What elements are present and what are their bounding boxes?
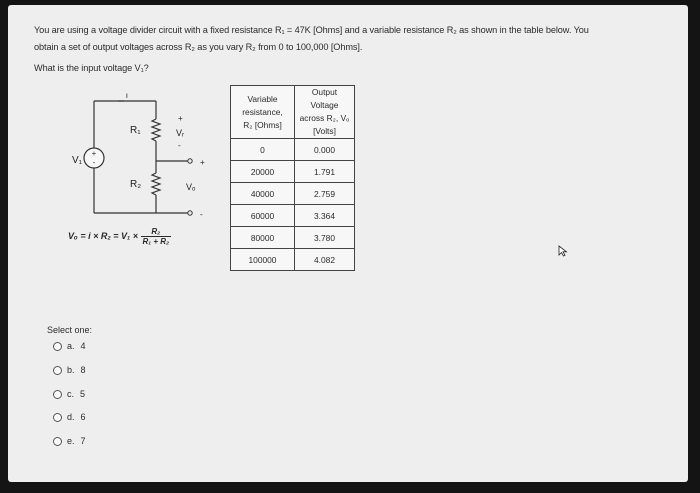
svg-text:i: i (126, 93, 128, 100)
svg-text:+: + (178, 114, 183, 123)
option-d[interactable]: d. 6 (53, 412, 86, 422)
svg-text:-: - (178, 141, 181, 150)
option-b[interactable]: b. 8 (53, 365, 86, 375)
header-output-voltage: Output Voltage across R₂, Vₒ [Volts] (295, 86, 355, 139)
mouse-cursor-icon (558, 245, 568, 257)
cell-voltage: 1.791 (295, 161, 355, 183)
svg-text:+: + (91, 149, 97, 158)
formula-numerator: R₂ (141, 227, 172, 237)
formula-left: Vₒ = i × R₂ = V₁ × (68, 230, 138, 241)
svg-text:Vᵣ: Vᵣ (176, 128, 185, 138)
radio-button-a[interactable] (53, 342, 62, 351)
table-row (231, 249, 355, 271)
table-header-row (231, 86, 355, 139)
table-row (231, 161, 355, 183)
cell-resistance: 40000 (231, 183, 295, 205)
table-row (231, 183, 355, 205)
question-prompt: What is the input voltage V₁? (34, 63, 149, 73)
cell-voltage: 3.364 (295, 205, 355, 227)
voltage-divider-formula (68, 227, 171, 246)
svg-text:-: - (92, 158, 96, 167)
cell-resistance: 60000 (231, 205, 295, 227)
option-e[interactable]: e. 7 (53, 436, 86, 446)
question-text-line-1: You are using a voltage divider circuit with a fixed resistance R₁ = 47K [Ohms] and a variable resistance R₂ as shown in the table below. You (34, 25, 589, 35)
radio-button-e[interactable] (53, 437, 62, 446)
cell-voltage: 4.082 (295, 249, 355, 271)
question-panel (8, 5, 688, 482)
svg-text:+: + (200, 158, 205, 167)
table-row (231, 139, 355, 161)
question-text-line-2: obtain a set of output voltages across R₂ as you vary R₂ from 0 to 100,000 [Ohms]. (34, 42, 363, 52)
resistance-voltage-table (230, 85, 355, 271)
option-c[interactable]: c. 5 (53, 389, 85, 399)
cell-voltage: 3.780 (295, 227, 355, 249)
radio-button-c[interactable] (53, 390, 62, 399)
svg-text:R₂: R₂ (130, 179, 142, 190)
radio-button-d[interactable] (53, 413, 62, 422)
cell-voltage: 0.000 (295, 139, 355, 161)
option-a[interactable]: a. 4 (53, 341, 86, 351)
formula-denominator: R₁ + R₂ (142, 237, 170, 246)
cell-resistance: 80000 (231, 227, 295, 249)
cell-voltage: 2.759 (295, 183, 355, 205)
header-resistance: Variable resistance, R₂ [Ohms] (231, 86, 295, 139)
svg-text:R₁: R₁ (130, 125, 141, 136)
radio-button-b[interactable] (53, 366, 62, 375)
table-row (231, 227, 355, 249)
svg-text:-: - (200, 210, 203, 219)
svg-text:V₁: V₁ (72, 155, 83, 166)
cell-resistance: 20000 (231, 161, 295, 183)
cell-resistance: 100000 (231, 249, 295, 271)
cell-resistance: 0 (231, 139, 295, 161)
select-one-label: Select one: (47, 325, 93, 335)
svg-text:Vₒ: Vₒ (186, 182, 196, 192)
table-row (231, 205, 355, 227)
